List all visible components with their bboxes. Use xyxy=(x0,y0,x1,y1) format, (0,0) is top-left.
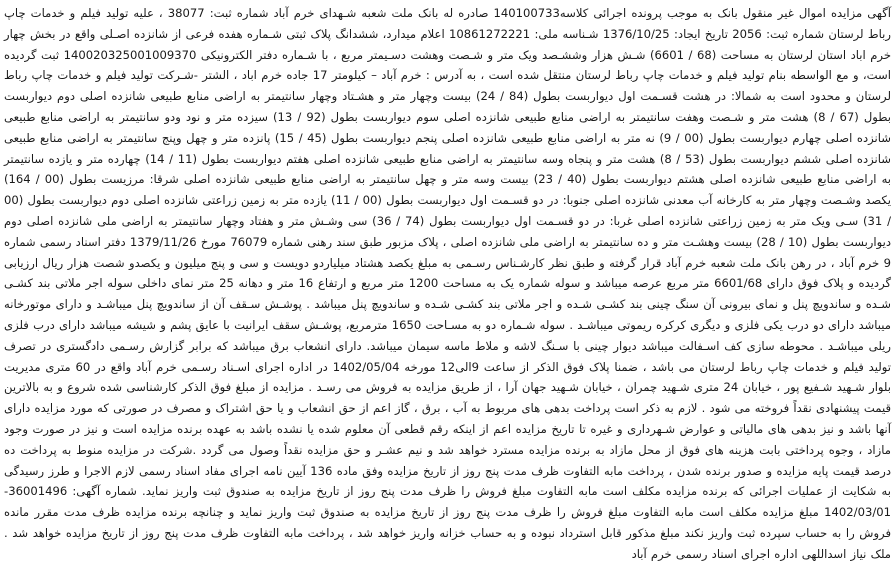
auction-notice-text: آگهی مزایده اموال غیر منقول بانک به موجب پرونده اجرائی کلاسه140100733 صادره له بانک ملت شعبه شـهدای خرم آباد شماره ثبت: 38077 ، علیه تولید فیلم و خدمات چاپ رباط لرستان شماره ثبت: 2056 تاریخ ایجاد: 1376/10/25 شـناسه ملی: 10861272221 اعلام میدارد، ششدانگ پلاک ثبتی شـماره هفده فرعی از شانزده اصـلی واقع در بخش چهار خرم اباد استان لرستان به مساحت (68 / 6601) شـش هزار وششـصد ویک متر و شـصت وهشت دسـیمتر مربع ، با شـماره دفتر الکترونیکی 140020325001009370 ثبت گردیده است، و مع الواسطه بنام تولید فیلم و خدمات چاپ رباط لرستان منتقل شده است ، به آدرس : خرم آباد – کیلومتر 17 جاده خرم اباد ، الشتر -شـرکت تولید فیلم و خدمات چاپ رباط لرستان و محدود است به شمالا: در هشت قسـمت اول دیواربست بطول (84 / 24) بیست وچهار متر و هشـتاد وچهار سانتیمتر به اراضی منابع طبیعی شانزده اصلی دوم دیواربست بطول (67 / 8) هشت متر و شـصت وهفت سانتیمتر به اراضی منابع طبیعی شانزده اصلی سوم دیواربست بطول (92 / 13) سیزده متر و نود ودو سانتیمتر به اراضی منابع طبیعی شانزده اصلی چهارم دیواربست بطول (00 / 9) نه متر به اراضی منابع طبیعی شانزده اصلی پنجم دیواربست بطول (45 / 15) پانزده متر و چهل وپنج سانتیمتر به اراضی منابع طبیعی شانزده اصلی ششم دیواربست بطول (53 / 8) هشت متر و پنجاه وسه سانتیمتر به اراضی منابع طبیعی شانزده اصلی هفتم دیواربست بطول (11 / 14) چهارده متر و یازده سانتیمتر به اراضی منابع طبیعی شانزده اصلی هشتم دیواربست بطول (40 / 23) بیست وسه متر و چهل سانتیمتر به اراضی منابع طبیعی شانزده اصلی شرقا: مرزیست بطول (00 / 164) یکصد وشـصت وچهار متر به کارخانه آب معدنی شانزده اصلی جنوبا: در دو قسـمت اول دیواربست بطول (00 / 11) یازده متر به زمین زراعتی شانزده اصلی دوم دیواربست بطول (00 / 31) سـی ویک متر به زمین زراعتی شانزده اصلی غربا: در دو قسـمت اول دیواربست بطول (74 / 36) سی وشـش متر و هفتاد وچهار سانتیمتر به اراضی ملی شانزده اصلی دوم دیواربست بطول (10 / 28) بیست وهشـت متر و ده سانتیمتر به اراضی ملی شانزده اصلی ، پلاک مزبور طبق سند رهنی شماره 76079 مورخ 1379/11/26 دفتر اسناد رسمی شماره 9 خرم آباد ، در رهن بانک ملت شعبه خرم آباد قرار گرفته و طبق نظر کارشـناس رسـمی به مبلغ یکصد هشتاد میلیاردو دویست و سی و پنج میلیون و یکصدو شصت هزار ریال ارزیابی گردیده و پلاک فوق دارای 6601/68 متر مربع عرصه میباشد و سوله شماره یک به مساحت 1200 متر مربع و ارتفاع 16 متر و دهانه 25 متر نمای داخلی سوله اجر ملاتی بند کشـی شـده و ساندویچ پنل و نمای بیرونی آن سنگ چینی بند کشـی شـده و اجر ملاتی بند کشـی شـده و ساندویچ پنل میباشد . پوشـش سـقف آن از ساندویچ پنل میباشـد و دارای موتورخانه میباشد دارای دو درب یکی فلزی و دیگری کرکره ریموتی میباشـد . سوله شـماره دو به مسـاحت 1650 مترمربع، پوشـش سقف ایرانیت با عایق پشم و شیشه میباشد دارای درب فلزی ریلی میباشـد . محوطه سازی کف اسـفالت میباشد دیوار چینی با سـنگ لاشه و ملاط ماسه سیمان میباشد. دارای انشعاب برق میباشد که برابر گزارش رسـمی دادگستری در تصرف تولید فیلم و خدمات چاپ رباط لرستان می باشد ، ضمنا پلاک فوق الذکر از ساعت 9الی12 مورخه 1402/05/04 در اداره اجرای اسـناد رسـمی خرم آباد واقع در 60 متری مدیریت بلوار شـهید شـفیع پور ، خیابان 24 متری شـهید چمران ، خیابان شـهید جهان آرا ، از طریق مزایده به فروش می رسـد . مزایده از مبلغ فوق الذکر کارشناسی شده شروع و به بالاترین قیمت پیشنهادی نقداً فروخته می شود . لازم به ذکر است پرداخت بدهی های مربوط به آب ، برق ، گاز اعم از حق انشعاب و یا حق اشتراک و مصرف در صورتی که مورد مزایده دارای آنها باشد و نیز بدهی های مالیاتی و عوارض شـهرداری و غیره تا تاریخ مزایده اعم از اینکه رقم قطعی آن معلوم شده یا نشده باشد به عهده برنده مزایده است و نیز در صورت وجود مازاد ، وجوه پرداختی بابت هزینه های فوق از محل مازاد به برنده مزایده مسترد خواهد شد و نیم عشـر و حق مزایده نقداً وصول می گردد .شرکت در مزایده منوط به پرداخت ده درصد قیمت پایه مزایده و صدور برنده شدن ، پرداخت مابه التفاوت ظرف مدت پنج روز از تاریخ مزایده وفق ماده 136 آیین نامه اجرای مفاد اسناد رسمی لازم الاجرا و طرز رسیدگی به شکایت از عملیات اجرائی که برنده مزایده مکلف است مابه التفاوت مبلغ فروش را ظرف مدت پنج روز از تاریخ مزایده به صندوق ثبت واریز نماید. شماره آگهی: 36001496-1402/03/01 مبلغ مزایده مکلف است مابه التفاوت مبلغ فروش را ظرف مدت پنج روز از تاریخ مزایده به صندوق ثبت واریز نماید و چنانچه برنده مزایده ظرف مدت مقرر مانده فروش را به حساب سپرده ثبت واریز نکند مبلغ مذکور قابل استرداد نبوده و به حساب خزانه واریز خواهد شد ، پرداخت مابه التفاوت ظرف مدت پنج روز از تاریخ مزایده خواهد شد . ملک نیاز اسداللهی اداره اجرای اسناد رسمی خرم آباد xyxy=(4,6,892,561)
